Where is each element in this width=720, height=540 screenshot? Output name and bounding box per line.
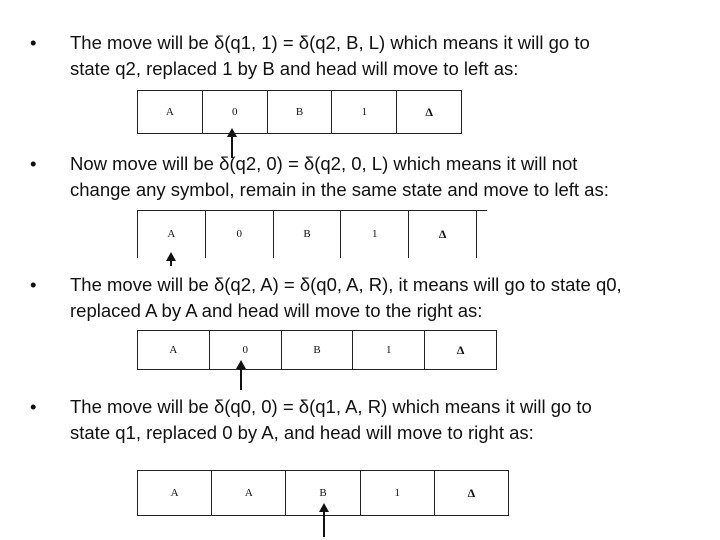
tape-3-cell-2: 0	[210, 331, 282, 369]
tape-3-cell-1: A	[138, 331, 210, 369]
bullet-4	[30, 394, 700, 446]
tape-3-head-arrow-icon	[236, 360, 246, 390]
tape-1-cell-1: A	[138, 91, 203, 133]
tape-1-cell-4: 1	[332, 91, 397, 133]
tape-2-cell-5: Δ	[438, 226, 447, 241]
tape-2	[137, 210, 477, 258]
tape-4-cell-2: A	[212, 471, 286, 515]
bullet-1-symbol: •	[30, 32, 37, 53]
bullet-2-line-1: Now move will be δ(q2, 0) = δ(q2, 0, L) which means it will not	[70, 153, 578, 174]
bullet-1-line-2: state q2, replaced 1 by B and head will move to left as:	[70, 58, 519, 79]
bullet-4-symbol: •	[30, 396, 37, 417]
tape-1	[137, 90, 462, 134]
bullet-1	[30, 30, 700, 82]
bullet-3-symbol: •	[30, 274, 37, 295]
tape-2-cell-3: B	[274, 210, 342, 258]
tape-3-cell-3: B	[282, 331, 354, 369]
tape-1-cell-2: 0	[203, 91, 268, 133]
tape-4-cell-5: Δ	[467, 485, 476, 500]
tape-4-cell-4: 1	[361, 471, 435, 515]
tape-2-cell-4: 1	[341, 210, 409, 258]
tape-1-cell-5: Δ	[425, 104, 433, 119]
bullet-2	[30, 151, 700, 203]
tape-3-cell-4: 1	[353, 331, 425, 369]
bullet-4-line-2: state q1, replaced 0 by A, and head will move to right as:	[70, 422, 534, 443]
bullet-2-line-2: change any symbol, remain in the same state and move to left as:	[70, 179, 609, 200]
bullet-4-line-1: The move will be δ(q0, 0) = δ(q1, A, R) which means it will go to	[70, 396, 592, 417]
bullet-3-line-1: The move will be δ(q2, A) = δ(q0, A, R), it means will go to state q0,	[70, 274, 622, 295]
bullet-3	[30, 272, 700, 324]
tape-3-cell-5: Δ	[456, 342, 465, 357]
tape-4-head-arrow-icon	[319, 503, 329, 537]
tape-1-cell-3: B	[268, 91, 333, 133]
tape-2-head-arrow-icon	[166, 252, 176, 266]
bullet-1-line-1: The move will be δ(q1, 1) = δ(q2, B, L) which means it will go to	[70, 32, 590, 53]
tape-4-cell-3: B	[286, 471, 360, 515]
bullet-3-line-2: replaced A by A and head will move to the right as:	[70, 300, 483, 321]
tape-4-cell-1: A	[138, 471, 212, 515]
tape-3	[137, 330, 497, 370]
tape-2-cell-2: 0	[206, 210, 274, 258]
bullet-2-symbol: •	[30, 153, 37, 174]
tape-2-cell-1: A	[138, 210, 206, 258]
